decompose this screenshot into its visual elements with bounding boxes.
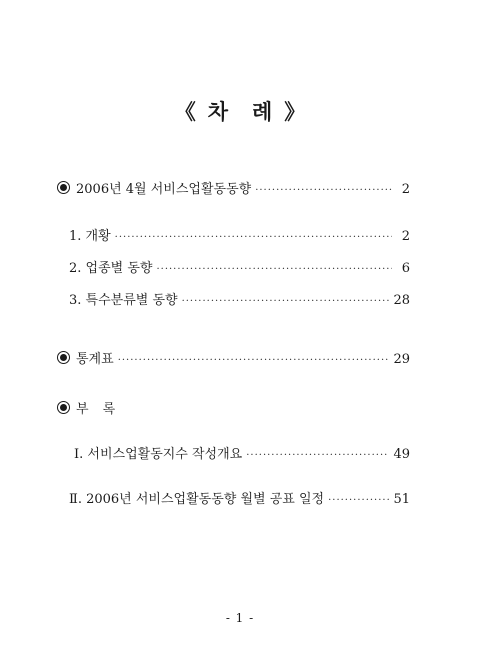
toc-entry-stats-label: 통계표 — [57, 348, 114, 367]
toc-entry-stats-page: 29 — [393, 352, 410, 367]
bullet-icon — [57, 181, 70, 194]
dot-leader — [255, 185, 392, 196]
bullet-icon — [57, 401, 70, 414]
toc-entry-page: 2 — [401, 229, 410, 244]
toc-entry-label: 3. 특수분류별 동향 — [69, 293, 178, 308]
toc-entry-label: 1. 개황 — [69, 229, 111, 244]
title-open-bracket: 《 — [174, 99, 196, 124]
dot-leader — [156, 264, 392, 275]
appendix-label-2: 록 — [102, 402, 116, 417]
toc-entry-page: 49 — [393, 447, 410, 462]
appendix-heading — [57, 398, 129, 417]
bullet-icon — [57, 351, 70, 364]
toc-entry-sub-3[interactable] — [69, 289, 410, 308]
appendix-label-1: 부 — [76, 402, 89, 417]
dot-leader — [328, 495, 389, 506]
toc-entry-appendix-1[interactable] — [74, 443, 410, 462]
title-word-1: 차 — [207, 99, 228, 124]
toc-entry-main[interactable] — [57, 178, 410, 197]
toc-entry-label: Ⅱ. 2006년 서비스업활동동향 월별 공표 일정 — [69, 492, 325, 507]
toc-entry-sub-2[interactable] — [69, 257, 410, 276]
dot-leader — [118, 355, 390, 366]
toc-entry-page: 28 — [393, 293, 410, 308]
dot-leader — [115, 232, 392, 243]
toc-title — [0, 96, 480, 126]
page-number: - 1 - — [225, 611, 255, 625]
toc-entry-page: 6 — [401, 261, 410, 276]
toc-entry-stats[interactable] — [57, 348, 410, 367]
toc-entry-label: Ⅰ. 서비스업활동지수 작성개요 — [74, 447, 243, 462]
dot-leader — [246, 450, 389, 461]
toc-entry-page: 51 — [393, 492, 410, 507]
toc-entry-main-page: 2 — [401, 182, 410, 197]
toc-entry-sub-1[interactable] — [69, 225, 410, 244]
title-close-bracket: 》 — [284, 99, 306, 124]
toc-entry-appendix-2[interactable] — [69, 488, 410, 507]
toc-entry-main-label: 2006년 4월 서비스업활동동향 — [57, 178, 251, 197]
title-word-2: 례 — [252, 99, 273, 124]
dot-leader — [182, 296, 390, 307]
toc-entry-label: 2. 업종별 동향 — [69, 261, 153, 276]
